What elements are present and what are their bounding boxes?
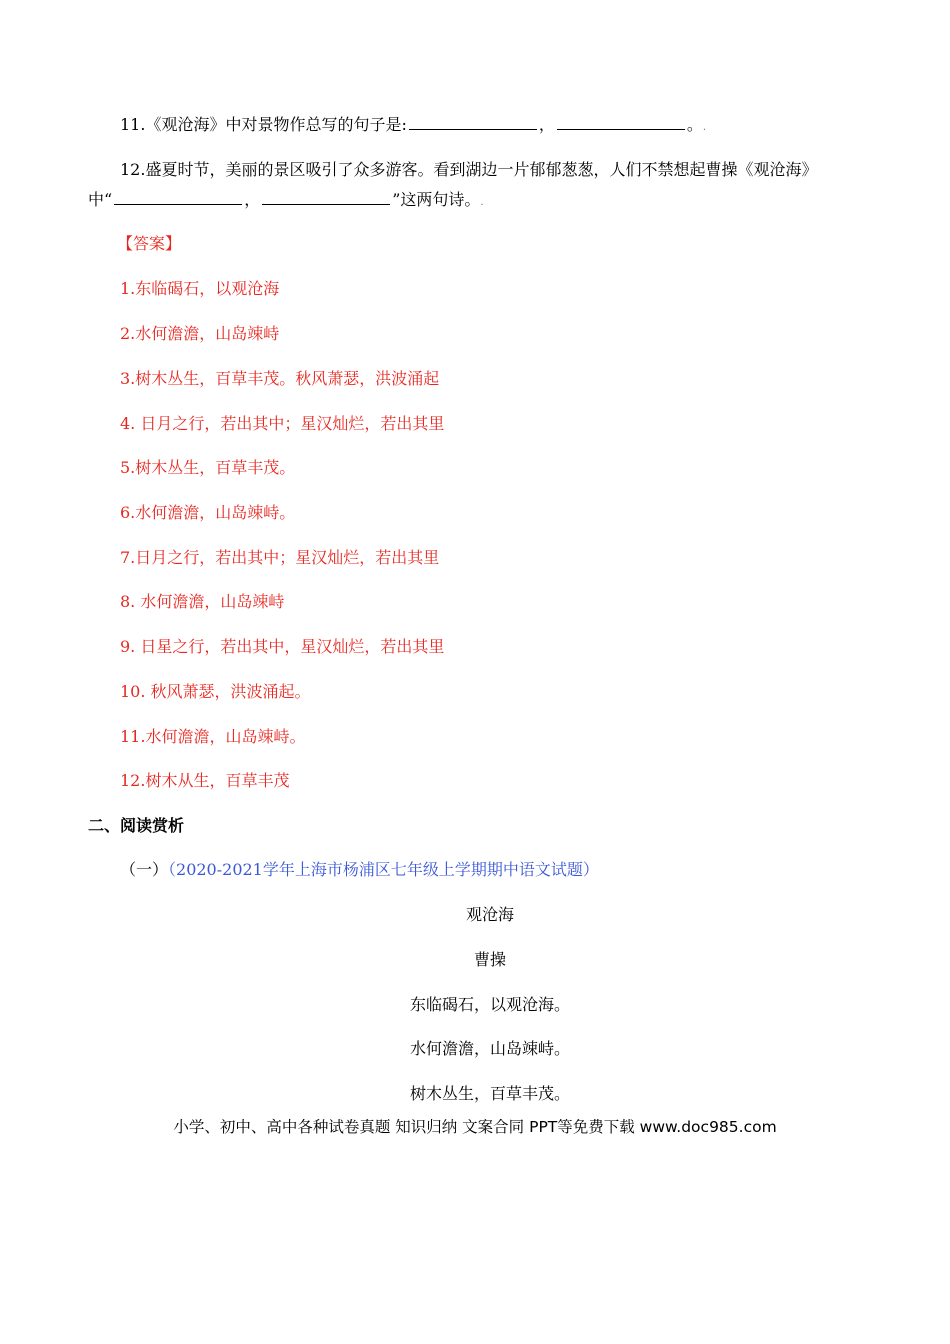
answer-item: 6.水何澹澹，山岛竦峙。 — [120, 503, 296, 522]
poem-line: 东临碣石，以观沧海。 — [409, 995, 570, 1014]
answer-item: 9. 日星之行，若出其中，星汉灿烂，若出其里 — [120, 637, 445, 656]
answer-item: 7.日月之行，若出其中；星汉灿烂，若出其里 — [120, 548, 440, 567]
question-11: 11.《观沧海》中对景物作总写的句子是: ， 。. — [120, 115, 707, 134]
section-subtitle: （一）（2020-2021学年上海市杨浦区七年级上学期期中语文试题） — [120, 860, 599, 879]
question-12-line2: 中“ ， ”这两句诗。. — [88, 190, 484, 209]
answer-blank — [557, 115, 685, 130]
answer-item: 1.东临碣石，以观沧海 — [120, 279, 280, 298]
question-12-line1: 12.盛夏时节，美丽的景区吸引了众多游客。看到湖边一片郁郁葱葱，人们不禁想起曹操《观沧海》 — [120, 160, 818, 179]
question-11-text: 11.《观沧海》中对景物作总写的句子是: — [120, 115, 407, 134]
poem-author: 曹操 — [473, 950, 506, 969]
answer-item: 12.树木从生，百草丰茂 — [120, 771, 290, 790]
answer-item: 3.树木丛生，百草丰茂。秋风萧瑟，洪波涌起 — [120, 369, 440, 388]
answer-item: 11.水何澹澹，山岛竦峙。 — [120, 727, 306, 746]
answer-item: 4. 日月之行，若出其中；星汉灿烂，若出其里 — [120, 414, 445, 433]
answer-blank — [114, 190, 242, 205]
source-text: （2020-2021学年上海市杨浦区七年级上学期期中语文试题） — [168, 860, 599, 879]
section-title: 二、阅读赏析 — [88, 816, 185, 835]
poem-title: 观沧海 — [465, 905, 514, 924]
poem-line: 水何澹澹，山岛竦峙。 — [409, 1039, 570, 1058]
poem-line: 树木丛生，百草丰茂。 — [409, 1084, 570, 1103]
answers-header: 【答案】 — [117, 234, 182, 253]
answer-blank — [409, 115, 537, 130]
answer-item: 5.树木丛生，百草丰茂。 — [120, 458, 296, 477]
answer-item: 10. 秋风萧瑟，洪波涌起。 — [120, 682, 311, 701]
answer-blank — [262, 190, 390, 205]
answer-item: 8. 水何澹澹，山岛竦峙 — [120, 592, 285, 611]
footer-banner: 小学、初中、高中各种试卷真题 知识归纳 文案合同 PPT等免费下载 www.doc985.com — [173, 1118, 777, 1136]
answer-item: 2.水何澹澹，山岛竦峙 — [120, 324, 280, 343]
